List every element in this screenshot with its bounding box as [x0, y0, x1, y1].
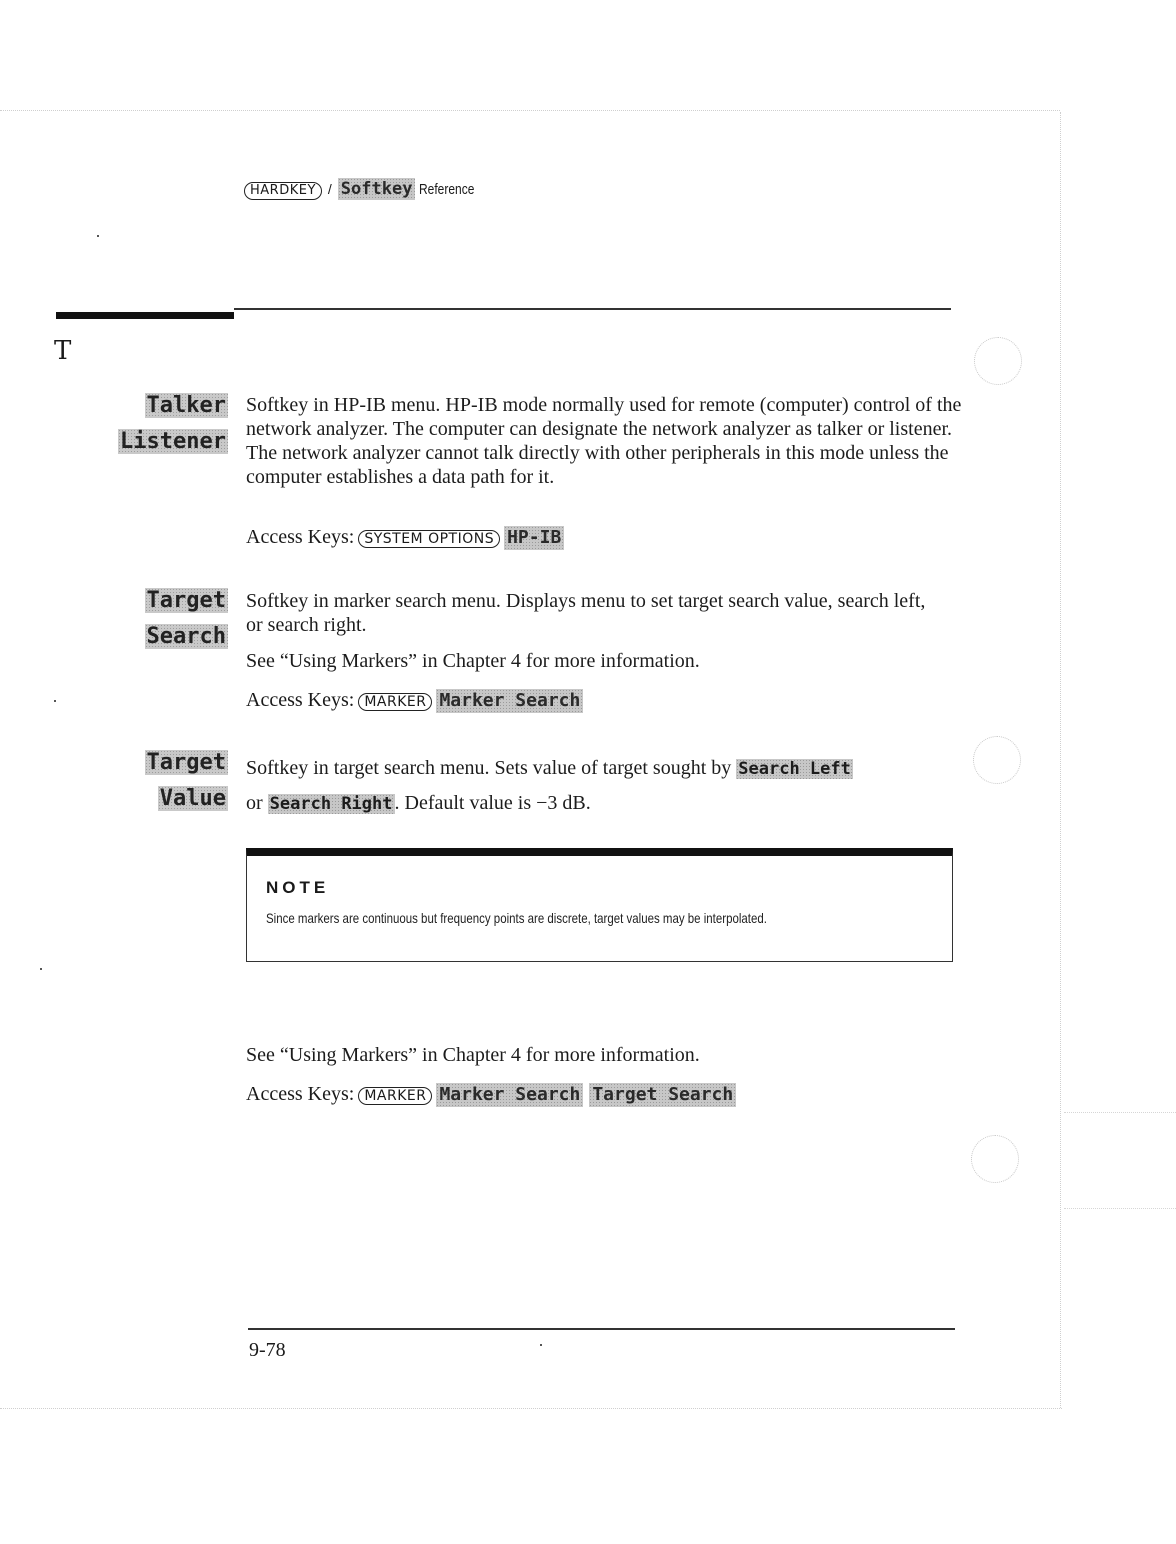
- note-text: Since markers are continuous but frequency points are discrete, target values may be interpolated.: [266, 910, 767, 926]
- access-softkey: Marker Search: [436, 689, 583, 713]
- inline-softkey-search-right: Search Right: [269, 794, 393, 814]
- header-hardkey: HARDKEY: [244, 182, 322, 200]
- entry-text: . Default value is −3 dB.: [394, 792, 591, 814]
- entry-description: Softkey in marker search menu. Displays menu to set target search value, search left, or search right.: [246, 590, 926, 636]
- entry-text: Softkey in target search menu. Sets value of target sought by: [246, 757, 732, 779]
- access-label: Access Keys:: [246, 689, 355, 711]
- note-title: NOTE: [266, 878, 330, 897]
- header-reference: Reference: [419, 181, 475, 198]
- page-number: 9-78: [249, 1339, 286, 1361]
- running-header: [244, 178, 489, 200]
- entry-key-talker-listener: [60, 388, 228, 460]
- punch-hole-icon: [971, 1135, 1019, 1183]
- entry-description: Softkey in HP-IB menu. HP-IB mode normally used for remote (computer) control of the network analyzer. The computer can designate the network analyzer as talker or listener. The network analyzer cannot talk directly with other peripherals in this mode unless the computer establishes a data path for it.: [246, 394, 962, 488]
- entry-description: [246, 751, 956, 821]
- page-edge-right: [1060, 112, 1061, 1408]
- scan-speck: [97, 235, 99, 237]
- access-keys: [246, 523, 570, 551]
- inline-softkey-search-left: Search Left: [738, 759, 851, 779]
- access-keys: [246, 1080, 742, 1108]
- scan-speck: [54, 700, 56, 702]
- entry-key-target-value: [60, 745, 228, 817]
- entry-see-also: See “Using Markers” in Chapter 4 for more information.: [246, 1044, 700, 1066]
- entry-text: or: [246, 792, 263, 814]
- punch-hole-icon: [974, 337, 1022, 385]
- page-edge-bottom: [0, 1408, 1062, 1409]
- section-letter: T: [54, 336, 72, 366]
- access-softkey: HP-IB: [504, 526, 564, 550]
- header-softkey: Softkey: [338, 178, 416, 200]
- entry-key-line: Listener: [120, 429, 226, 454]
- access-keys: [246, 686, 589, 714]
- tab-edge: [1064, 1208, 1176, 1209]
- section-rule-thick: [56, 312, 234, 319]
- entry-key-line: Talker: [146, 393, 226, 418]
- scan-speck: [540, 1344, 542, 1346]
- punch-hole-icon: [973, 736, 1021, 784]
- note-box: [246, 848, 953, 962]
- tab-edge: [1064, 1112, 1176, 1113]
- entry-key-line: Value: [159, 786, 226, 811]
- access-hardkey: MARKER: [358, 693, 432, 711]
- entry-key-target-search: [60, 583, 228, 655]
- access-softkey: Target Search: [589, 1083, 736, 1107]
- section-rule-thin: [234, 308, 951, 310]
- access-label: Access Keys:: [246, 526, 355, 548]
- access-hardkey: SYSTEM OPTIONS: [358, 530, 500, 548]
- entry-key-line: Target: [146, 750, 226, 775]
- access-hardkey: MARKER: [358, 1087, 432, 1105]
- footer-rule: [248, 1328, 955, 1330]
- access-label: Access Keys:: [246, 1083, 355, 1105]
- page-edge-top: [0, 110, 1060, 111]
- entry-key-line: Target: [146, 588, 226, 613]
- header-separator: /: [327, 181, 332, 197]
- entry-see-also: See “Using Markers” in Chapter 4 for more information.: [246, 650, 700, 672]
- access-softkey: Marker Search: [436, 1083, 583, 1107]
- scan-speck: [40, 968, 42, 970]
- entry-key-line: Search: [146, 624, 226, 649]
